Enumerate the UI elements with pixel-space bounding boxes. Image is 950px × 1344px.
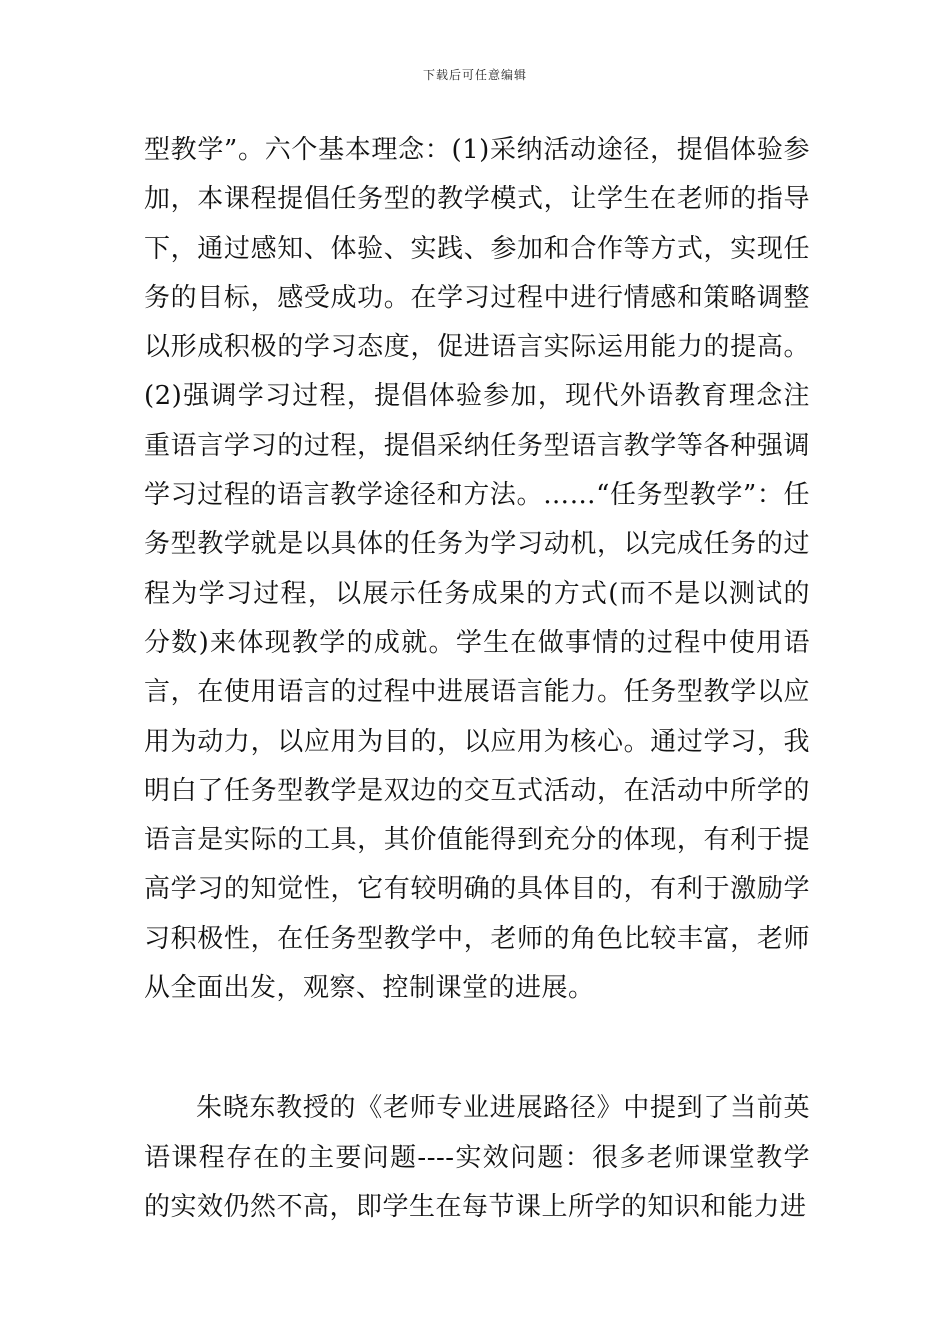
page-header-note: 下载后可任意编辑: [422, 68, 527, 82]
paragraph-teacher-development: 朱晓东教授的《老师专业进展路径》中提到了当前英语课程存在的主要问题----实效问题：很多老师课堂教学的实效仍然不高，即学生在每节课上所学的知识和能力进: [144, 1093, 810, 1222]
paragraph-task-based-teaching: 型教学”。六个基本理念：(1)采纳活动途径，提倡体验参加，本课程提倡任务型的教学模式，让学生在老师的指导下，通过感知、体验、实践、参加和合作等方式，实现任务的目标，感受成功。在学习过程中进行情感和策略调整以形成积极的学习态度，促进语言实际运用能力的提高。(2)强调学习过程，提倡体验参加，现代外语教育理念注重语言学习的过程，提倡采纳任务型语言教学等各种强调学习过程的语言教学途径和方法。……“任务型教学”：任务型教学就是以具体的任务为学习动机，以完成任务的过程为学习过程，以展示任务成果的方式(而不是以测试的分数)来体现教学的成就。学生在做事情的过程中使用语言，在使用语言的过程中进展语言能力。任务型教学以应用为动力，以应用为目的，以应用为核心。通过学习，我明白了任务型教学是双边的交互式活动，在活动中所学的语言是实际的工具，其价值能得到充分的体现，有利于提高学习的知觉性，它有较明确的具体目的，有利于激励学习积极性，在任务型教学中，老师的角色比较丰富，老师从全面出发，观察、控制课堂的进展。: [144, 135, 810, 1004]
document-body: [144, 126, 810, 1232]
